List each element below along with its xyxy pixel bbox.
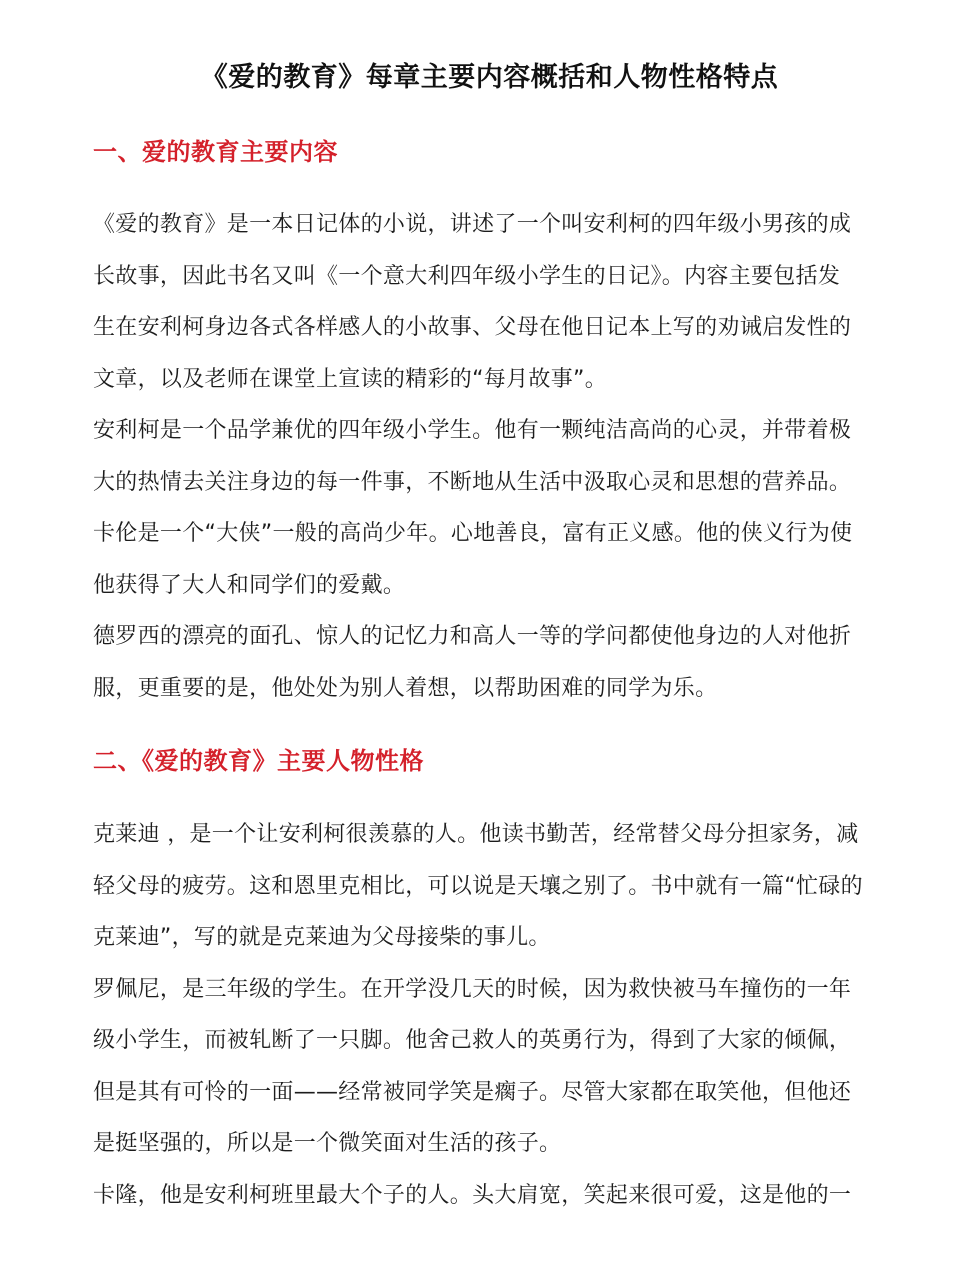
text-line: 轻父母的疲劳。这和恩里克相比，可以说是天壤之别了。书中就有一篇“忙碌的 (93, 873, 863, 899)
text-line: 是挺坚强的，所以是一个微笑面对生活的孩子。 (93, 1131, 562, 1156)
section-body-main-content (93, 199, 893, 714)
section-heading-main-content: 一、爱的教育主要内容 (93, 138, 338, 166)
text-line: 级小学生，而被轧断了一只脚。他舍己救人的英勇行为，得到了大家的倾佩， (93, 1028, 852, 1053)
section-heading-main-characters: 二、《爱的教育》主要人物性格 (93, 747, 424, 775)
document-title: 《爱的教育》每章主要内容概括和人物性格特点 (200, 62, 779, 93)
text-line: 但是其有可怜的一面——经常被同学笑是瘸子。尽管大家都在取笑他，但他还 (93, 1079, 852, 1105)
text-line: 卡伦是一个“大侠”一般的高尚少年。心地善良，富有正义感。他的侠义行为使 (93, 521, 853, 546)
paragraph-coretti (93, 809, 893, 964)
text-line: 长故事，因此书名又叫《一个意大利四年级小学生的日记》。内容主要包括发 (93, 263, 841, 289)
text-line: 克莱迪 ，是一个让安利柯很羡慕的人。他读书勤苦，经常替父母分担家务，减 (93, 822, 859, 847)
paragraph-enrico (93, 405, 893, 508)
paragraph-robetti (93, 964, 893, 1170)
paragraph-book-summary (93, 199, 893, 405)
text-line: 德罗西的漂亮的面孔、惊人的记忆力和高人一等的学问都使他身边的人对他折 (93, 624, 852, 649)
text-line: 文章，以及老师在课堂上宣读的精彩的“每月故事”。 (93, 366, 607, 392)
text-line: 大的热情去关注身边的每一件事，不断地从生活中汲取心灵和思想的营养品。 (93, 469, 852, 495)
paragraph-garrone (93, 508, 893, 611)
text-line: 安利柯是一个品学兼优的四年级小学生。他有一颗纯洁高尚的心灵，并带着极 (93, 418, 852, 443)
paragraph-derossi (93, 611, 893, 714)
text-line: 他获得了大人和同学们的爱戴。 (93, 572, 406, 598)
text-line: 克莱迪”，写的就是克莱迪为父母接柴的事儿。 (93, 925, 551, 950)
text-line: 罗佩尼，是三年级的学生。在开学没几天的时候，因为救快被马车撞伤的一年 (93, 976, 852, 1002)
text-line: 卡隆，他是安利柯班里最大个子的人。头大肩宽，笑起来很可爱，这是他的一 (93, 1182, 852, 1208)
paragraph-garrone-2 (93, 1170, 893, 1222)
text-line: 《爱的教育》是一本日记体的小说，讲述了一个叫安利柯的四年级小男孩的成 (93, 212, 852, 237)
section-body-main-characters (93, 809, 893, 1221)
text-line: 服，更重要的是，他处处为别人着想，以帮助困难的同学为乐。 (93, 675, 718, 701)
text-line: 生在安利柯身边各式各样感人的小故事、父母在他日记本上写的劝诫启发性的 (93, 315, 852, 340)
